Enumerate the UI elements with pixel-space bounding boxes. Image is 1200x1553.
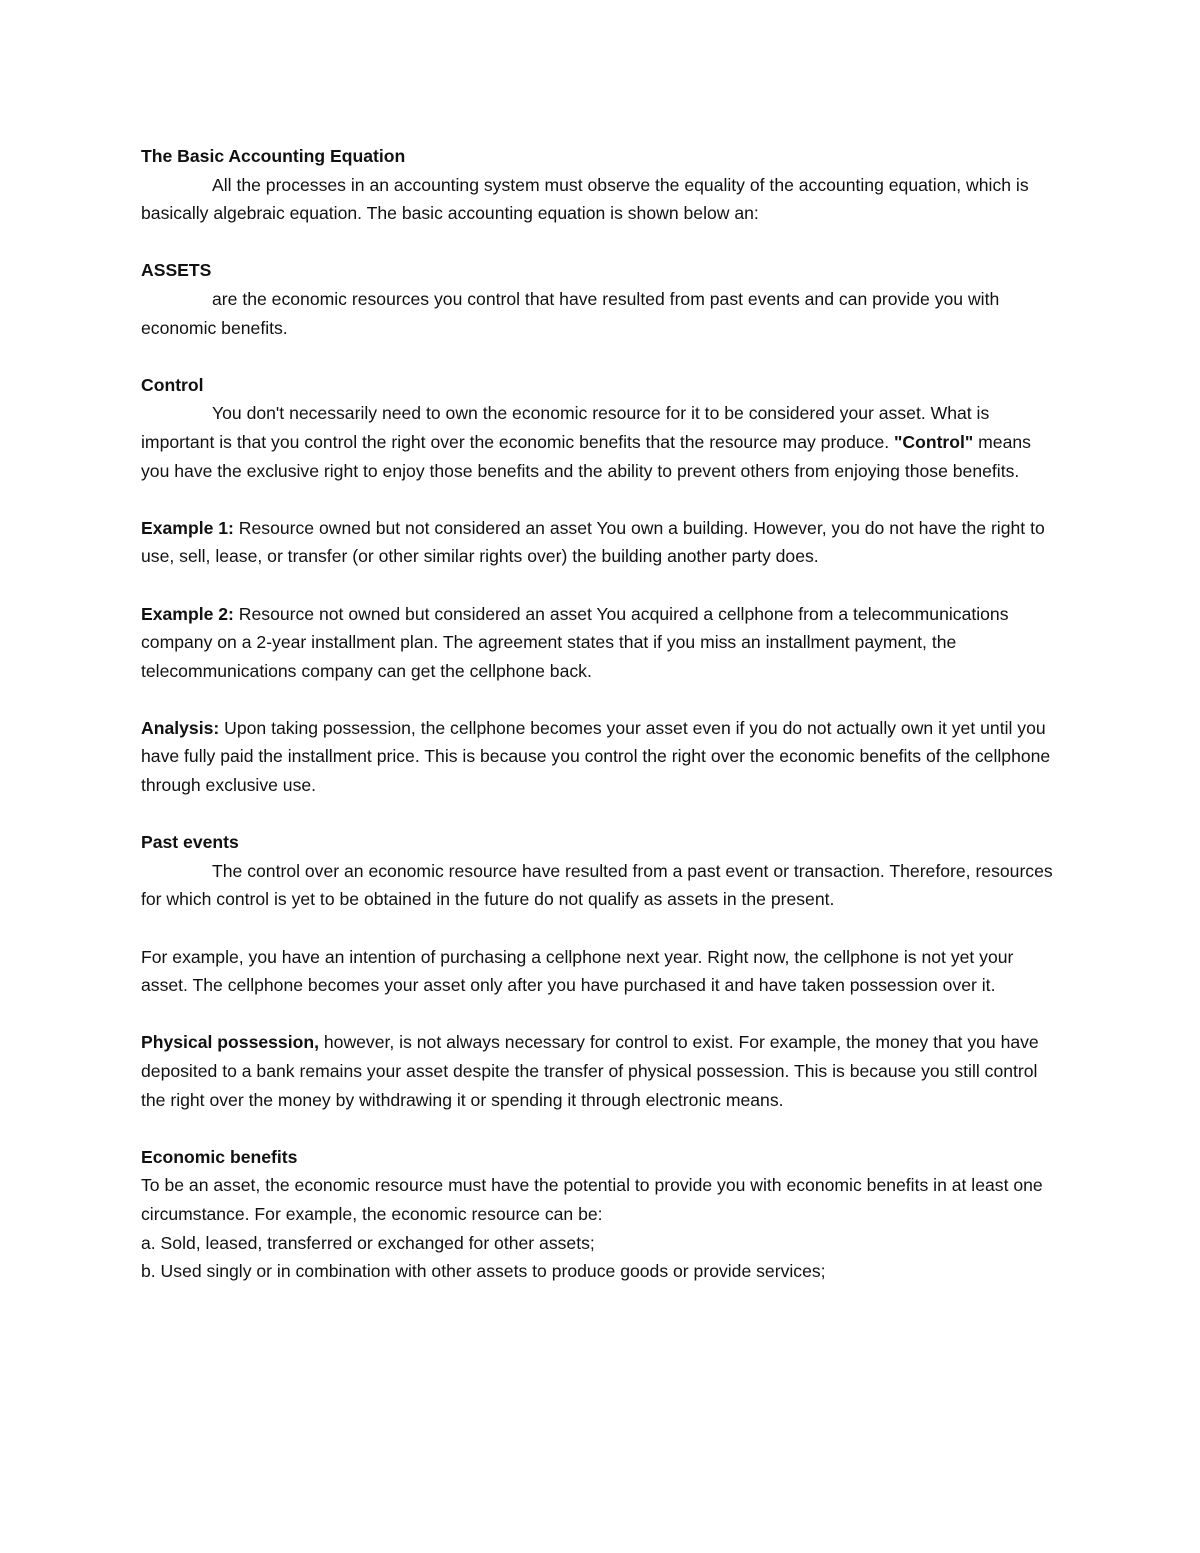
example2-label: Example 2:	[141, 603, 234, 624]
list-item: b. Used singly or in combination with other assets to produce goods or provide services;	[141, 1261, 826, 1282]
spacer	[141, 228, 1061, 257]
example1-label: Example 1:	[141, 517, 234, 538]
spacer	[141, 914, 1061, 943]
physical-possession-text: however, is not always necessary for control to exist. For example, the money that you have deposited to a bank remains your asset despite the transfer of physical possession. This is because you still control the right over the money by withdrawing it or spending it through electronic means.	[141, 1032, 1039, 1110]
list-item: a. Sold, leased, transferred or exchanged for other assets;	[141, 1232, 595, 1253]
past-events-heading: Past events	[141, 832, 239, 853]
document-title: The Basic Accounting Equation	[141, 146, 406, 166]
document-page	[141, 142, 1061, 1286]
spacer	[141, 685, 1061, 714]
control-heading: Control	[141, 374, 204, 395]
control-text-part2: means you have the exclusive right to enjoy those benefits and the ability to prevent others from enjoying those benefits.	[141, 431, 1031, 481]
intro-paragraph: All the processes in an accounting system must observe the equality of the accounting equation, which is basically algebraic equation. The basic accounting equation is shown below an:	[141, 174, 1029, 224]
control-text-part1: You don't necessarily need to own the economic resource for it to be considered your asset. What is important is that you control the right over the economic benefits that the resource may produce.	[141, 403, 990, 452]
control-quote-bold: "Control"	[894, 431, 974, 452]
assets-paragraph: are the economic resources you control that have resulted from past events and can provide you with economic benefits.	[141, 288, 1000, 338]
physical-possession-label: Physical possession,	[141, 1032, 319, 1053]
spacer	[141, 1000, 1061, 1029]
example1-paragraph	[141, 514, 1061, 571]
example1-text: Resource owned but not considered an asset You own a building. However, you do not have the right to use, sell, lease, or transfer (or other similar rights over) the building another party does.	[141, 517, 1045, 567]
control-paragraph	[141, 399, 1061, 485]
example2-text: Resource not owned but considered an asset You acquired a cellphone from a telecommunications company on a 2-year installment plan. The agreement states that if you miss an installment payment, the telecommunications company can get the cellphone back.	[141, 603, 1009, 681]
past-events-example-paragraph: For example, you have an intention of purchasing a cellphone next year. Right now, the cellphone is not yet your asset. The cellphone becomes your asset only after you have purchased it and have taken possession over it.	[141, 946, 1014, 996]
past-events-paragraph: The control over an economic resource have resulted from a past event or transaction. Therefore, resources for which control is yet to be obtained in the future do not qualify as assets in the present.	[141, 860, 1053, 910]
physical-possession-paragraph	[141, 1028, 1061, 1114]
economic-benefits-paragraph: To be an asset, the economic resource must have the potential to provide you with economic benefits in at least one circumstance. For example, the economic resource can be:	[141, 1175, 1043, 1224]
spacer	[141, 1114, 1061, 1143]
spacer	[141, 800, 1061, 829]
assets-heading: ASSETS	[141, 260, 212, 281]
analysis-label: Analysis:	[141, 717, 220, 738]
analysis-paragraph	[141, 714, 1061, 800]
example2-paragraph	[141, 600, 1061, 686]
spacer	[141, 571, 1061, 600]
spacer	[141, 485, 1061, 514]
economic-benefits-heading: Economic benefits	[141, 1146, 298, 1167]
analysis-text: Upon taking possession, the cellphone becomes your asset even if you do not actually own it yet until you have fully paid the installment price. This is because you control the right over the economic benefits of the cellphone through exclusive use.	[141, 717, 1051, 796]
spacer	[141, 342, 1061, 371]
